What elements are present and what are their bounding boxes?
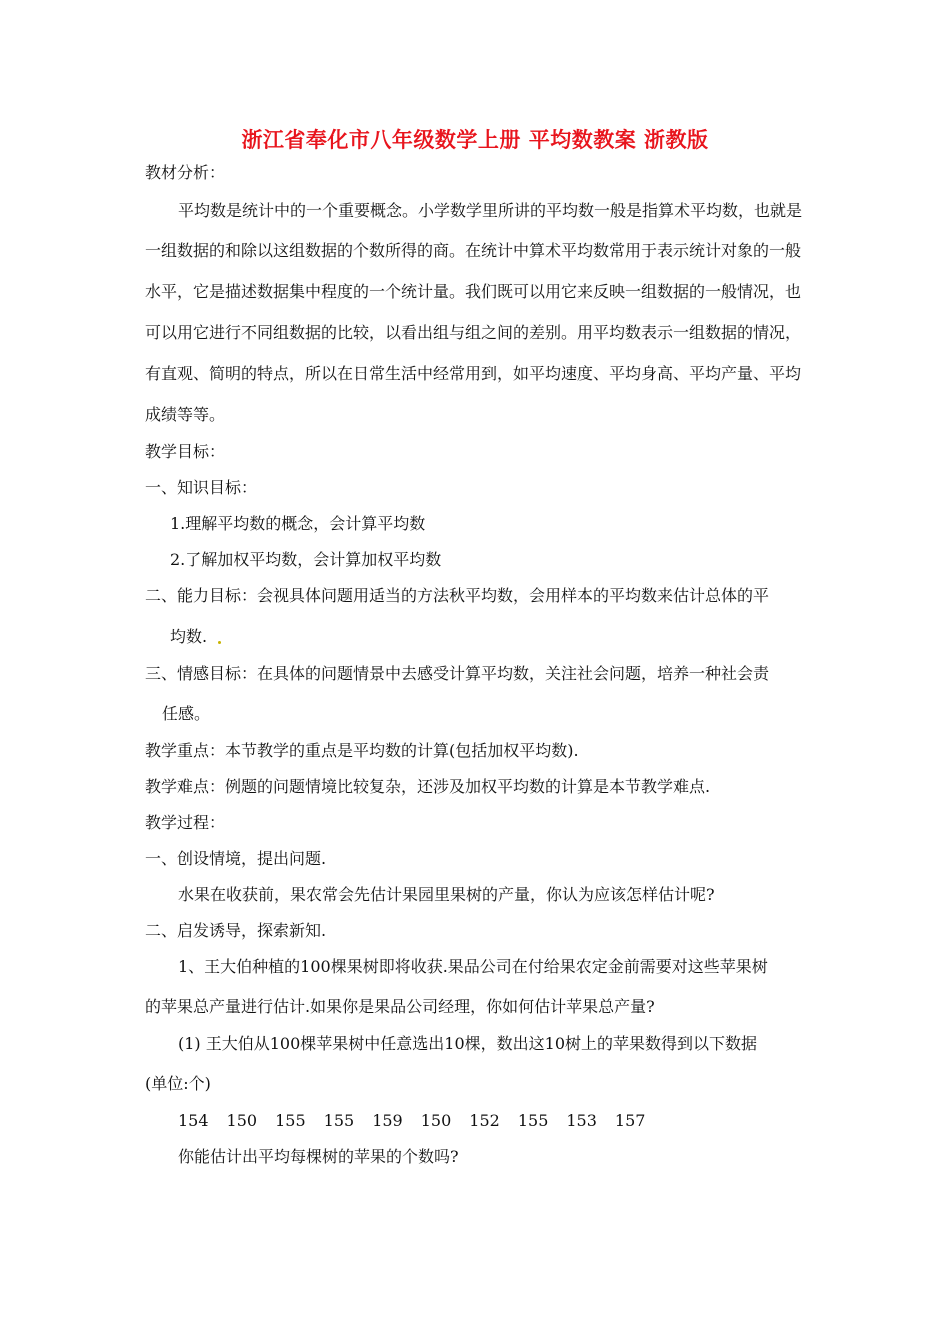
document-title: 浙江省奉化市八年级数学上册 平均数教案 浙教版 [241, 127, 709, 152]
stray-dot-mark [218, 641, 221, 644]
step1-text: 水果在收获前，果农常会先估计果园里果树的产量，你认为应该怎样估计呢? [178, 885, 715, 904]
goal2-line: 二、能力目标：会视具体问题用适当的方法秋平均数，会用样本的平均数来估计总体的平 [145, 586, 770, 605]
data-value: 150 [420, 1111, 452, 1130]
material-heading: 教材分析： [145, 163, 226, 182]
data-values-row [178, 1110, 663, 1132]
goal1-item: 2.了解加权平均数，会计算加权平均数 [170, 550, 442, 569]
goal3-line: 三、情感目标：在具体的问题情景中去感受计算平均数，关注社会问题，培养一种社会责 [145, 664, 770, 683]
data-value: 155 [517, 1111, 549, 1130]
data-value: 153 [566, 1111, 597, 1130]
difficulty: 教学难点：例题的问题情境比较复杂，还涉及加权平均数的计算是本节教学难点. [145, 777, 711, 796]
data-value: 159 [372, 1111, 403, 1130]
problem-line: 1、王大伯种植的100棵果树即将收获.果品公司在付给果农定金前需要对这些苹果树 [178, 957, 768, 976]
material-para-line: 一组数据的和除以这组数据的个数所得的商。在统计中算术平均数常用于表示统计对象的一般 [145, 241, 802, 260]
sub-question-line: (单位:个) [145, 1074, 211, 1093]
goal1-heading: 一、知识目标： [145, 478, 258, 497]
question-line: 你能估计出平均每棵树的苹果的个数吗? [178, 1147, 459, 1166]
step1-heading: 一、创设情境，提出问题. [145, 849, 327, 868]
data-value: 150 [226, 1111, 258, 1130]
key-point: 教学重点：本节教学的重点是平均数的计算(包括加权平均数). [145, 741, 579, 760]
data-value: 155 [323, 1111, 355, 1130]
data-value: 152 [469, 1111, 500, 1130]
step2-heading: 二、启发诱导，探索新知. [145, 921, 327, 940]
goal2-line: 均数. [170, 627, 208, 646]
sub-question-line: (1) 王大伯从100棵苹果树中任意选出10棵，数出这10树上的苹果数得到以下数据 [178, 1034, 758, 1053]
material-para-line: 水平，它是描述数据集中程度的一个统计量。我们既可以用它来反映一组数据的一般情况，也 [145, 282, 802, 301]
process-heading: 教学过程： [145, 813, 226, 832]
goal1-item: 1.理解平均数的概念，会计算平均数 [170, 514, 426, 533]
problem-line: 的苹果总产量进行估计.如果你是果品公司经理，你如何估计苹果总产量? [145, 997, 655, 1016]
material-para-line: 有直观、简明的特点，所以在日常生活中经常用到，如平均速度、平均身高、平均产量、平均 [145, 364, 802, 383]
material-para-line: 成绩等等。 [145, 405, 226, 424]
data-value: 155 [275, 1111, 306, 1130]
data-value: 154 [178, 1111, 209, 1130]
goal3-line: 任感。 [162, 704, 211, 723]
material-para-line: 可以用它进行不同组数据的比较，以看出组与组之间的差别。用平均数表示一组数据的情况， [145, 323, 802, 342]
material-para-line: 平均数是统计中的一个重要概念。小学数学里所讲的平均数一般是指算术平均数，也就是 [178, 201, 803, 220]
data-value: 157 [614, 1111, 646, 1130]
goals-heading: 教学目标： [145, 442, 226, 461]
